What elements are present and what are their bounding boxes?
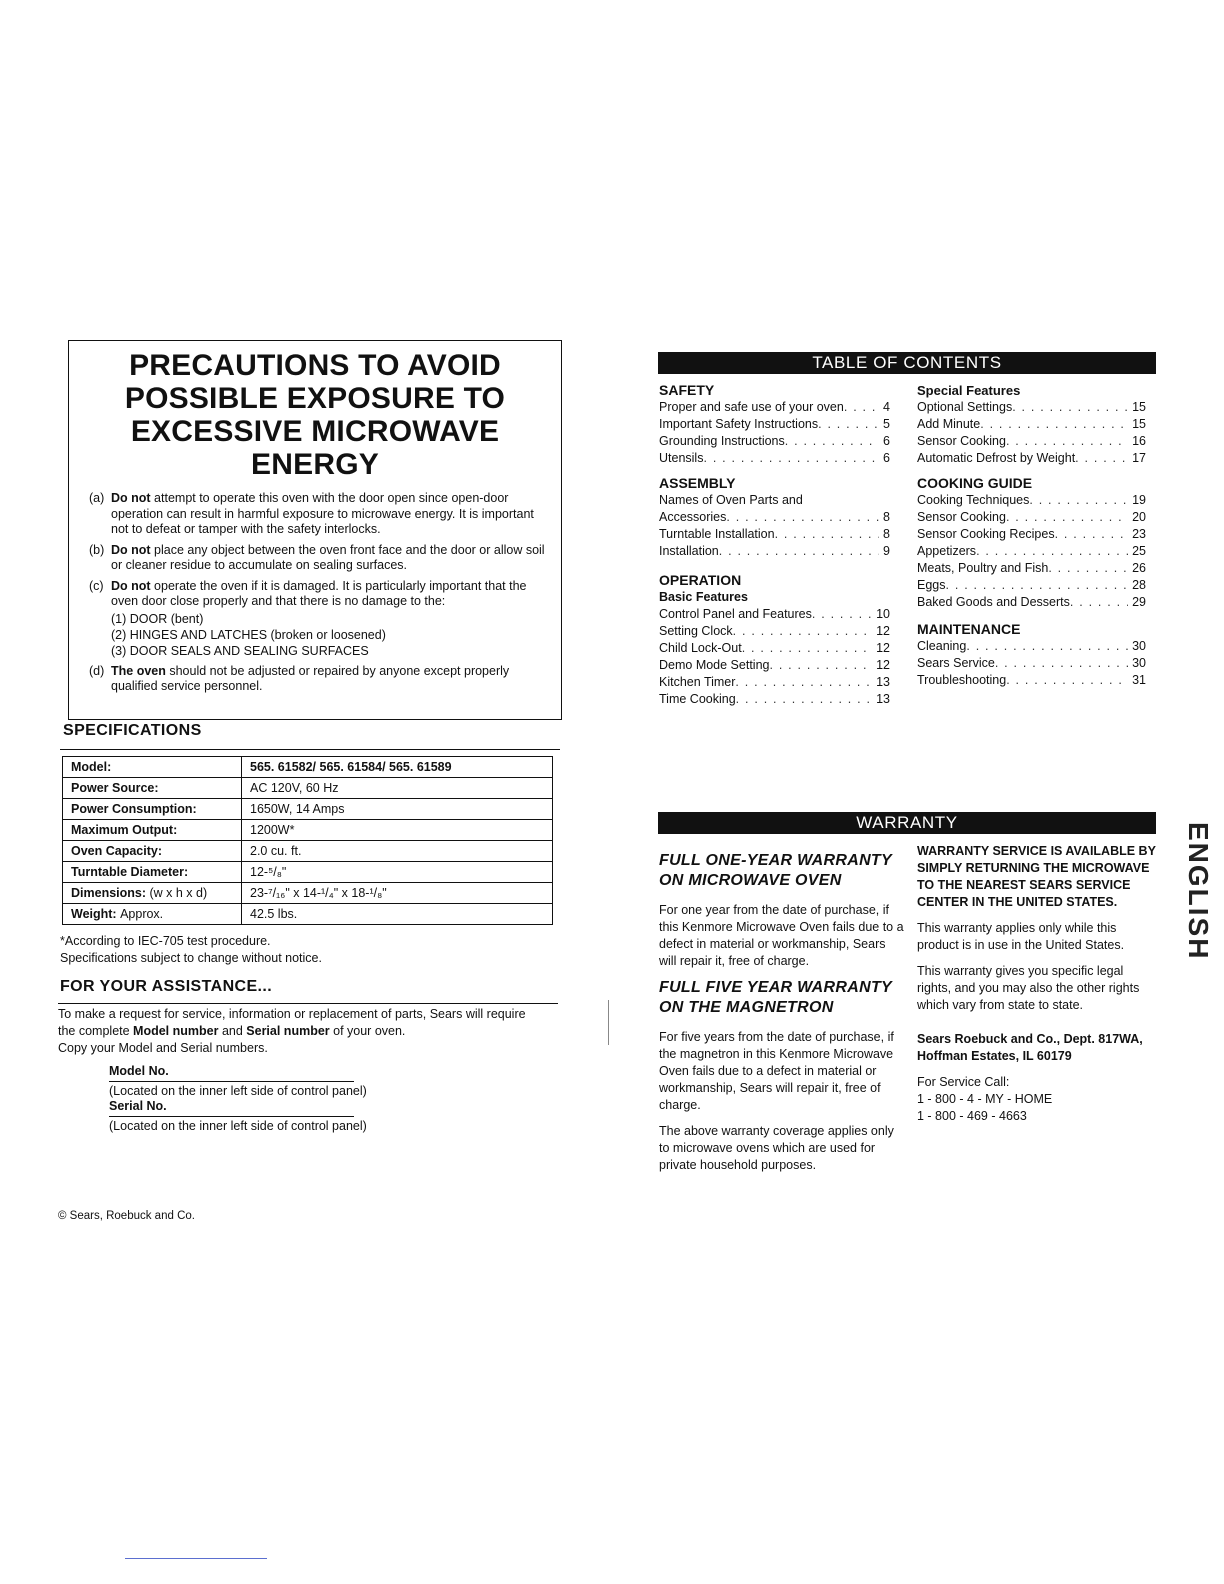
- toc-entry[interactable]: Eggs . . . 28: [917, 577, 1146, 594]
- table-row: Dimensions: (w x h x d) 23-⁷/₁₆" x 14-¹/₄" x 18-¹/₈": [63, 883, 553, 904]
- toc-entry[interactable]: Cooking Techniques . . . 19: [917, 492, 1146, 509]
- warranty-heading: WARRANTY: [658, 812, 1156, 834]
- toc-section-title: Special Features: [917, 383, 1021, 398]
- legal-rights-text: This warranty gives you specific legal rights, and you may also the other rights which vary from state to state.: [917, 964, 1140, 1012]
- damage-sublist: (1) DOOR (bent) (2) HINGES AND LATCHES (broken or loosened) (3) DOOR SEALS AND SEALING SURFACES: [111, 611, 386, 658]
- serial-location-note: (Located on the inner left side of control panel): [109, 1119, 367, 1133]
- specifications-table: [62, 756, 553, 925]
- us-only-text: This warranty applies only while this product is in use in the United States.: [917, 921, 1125, 952]
- table-row: Power Source: AC 120V, 60 Hz: [63, 778, 553, 799]
- assistance-paragraph: To make a request for service, information or replacement of parts, Sears will require the complete Model number and Serial number of your oven.: [58, 1007, 526, 1038]
- model-number-label: Model No.: [109, 1064, 169, 1078]
- divider: [58, 1003, 558, 1004]
- toc-entry[interactable]: Optional Settings . . . 15: [917, 399, 1146, 416]
- spec-note: *According to IEC-705 test procedure.: [60, 934, 271, 948]
- toc-entry[interactable]: Installation . . . 9: [659, 543, 890, 560]
- divider: [60, 749, 560, 750]
- toc-entry[interactable]: Turntable Installation . . . 8: [659, 526, 890, 543]
- toc-entry[interactable]: Appetizers . . . 25: [917, 543, 1146, 560]
- toc-entry[interactable]: Proper and safe use of your oven . . . 4: [659, 399, 890, 416]
- warranty-service-notice: WARRANTY SERVICE IS AVAILABLE BY SIMPLY RETURNING THE MICROWAVE TO THE NEAREST SEARS SERVICE CENTER IN THE UNITED STATES.: [917, 844, 1156, 909]
- assistance-copy-note: Copy your Model and Serial numbers.: [58, 1041, 268, 1055]
- phone-number: 1 - 800 - 469 - 4663: [917, 1109, 1027, 1123]
- toc-heading: TABLE OF CONTENTS: [658, 352, 1156, 374]
- toc-entry[interactable]: Grounding Instructions . . . 6: [659, 433, 890, 450]
- table-row: Oven Capacity: 2.0 cu. ft.: [63, 841, 553, 862]
- toc-entry[interactable]: Control Panel and Features . . . 10: [659, 606, 890, 623]
- five-year-warranty-text: For five years from the date of purchase, if the magnetron in this Kenmore Microwave Oven fails due to a defect in material or workmanship, Sears will repair it, free of charge.: [659, 1030, 894, 1112]
- toc-section-title: OPERATION: [659, 572, 742, 588]
- toc-entry[interactable]: Important Safety Instructions . . . 5: [659, 416, 890, 433]
- one-year-warranty-title: FULL ONE-YEAR WARRANTY ON MICROWAVE OVEN: [659, 852, 892, 889]
- toc-section-title: ASSEMBLY: [659, 475, 736, 491]
- precaution-item: (c) Do not operate the oven if it is damaged. It is particularly important that the oven door close properly and that there is no damage to the: (1) DOOR (bent) (2) HINGES AND LATCHES (broken or loosened) (3) DOOR SEALS AND SEALING SURFACES: [85, 579, 549, 659]
- footer-line: [125, 1558, 267, 1559]
- one-year-warranty-text: For one year from the date of purchase, if this Kenmore Microwave Oven fails due to a defect in material or workmanship, Sears will repair it, free of charge.: [659, 903, 904, 968]
- toc-entry[interactable]: Cleaning . . . 30: [917, 638, 1146, 655]
- table-row: Model: 565. 61582/ 565. 61584/ 565. 61589: [63, 757, 553, 778]
- toc-entry[interactable]: Sears Service . . . 30: [917, 655, 1146, 672]
- precaution-item: (a) Do not attempt to operate this oven with the door open since open-door operation can result in harmful exposure to microwave energy. It is important not to defeat or tamper with the safety interlocks.: [89, 491, 534, 536]
- toc-entry[interactable]: Demo Mode Setting . . . 12: [659, 657, 890, 674]
- specifications-heading: SPECIFICATIONS: [63, 722, 202, 739]
- sears-address: Sears Roebuck and Co., Dept. 817WA, Hoffman Estates, IL 60179: [917, 1032, 1143, 1063]
- toc-section-title: MAINTENANCE: [917, 621, 1021, 637]
- language-side-label: ENGLISH: [1183, 822, 1214, 961]
- toc-entry[interactable]: Add Minute . . . 15: [917, 416, 1146, 433]
- toc-section-title: COOKING GUIDE: [917, 475, 1033, 491]
- spec-note: Specifications subject to change without notice.: [60, 951, 322, 965]
- toc-entry-line: Names of Oven Parts and: [659, 493, 803, 507]
- toc-entry[interactable]: Sensor Cooking Recipes . . . 23: [917, 526, 1146, 543]
- model-location-note: (Located on the inner left side of control panel): [109, 1084, 367, 1098]
- toc-right-column: [917, 382, 1146, 689]
- model-number-line: [109, 1081, 354, 1082]
- warranty-left-column: [659, 851, 904, 1174]
- precautions-title: PRECAUTIONS TO AVOID POSSIBLE EXPOSURE TO EXCESSIVE MICROWAVE ENERGY: [124, 349, 506, 481]
- toc-entry[interactable]: Kitchen Timer . . . 13: [659, 674, 890, 691]
- toc-entry[interactable]: Sensor Cooking . . . 20: [917, 509, 1146, 526]
- precaution-item: (d) The oven should not be adjusted or repaired by anyone except properly qualified service personnel.: [89, 663, 510, 693]
- precaution-item: (b) Do not place any object between the oven front face and the door or allow soil or cleaner residue to accumulate on sealing surfaces.: [89, 542, 545, 572]
- phone-number: 1 - 800 - 4 - MY - HOME: [917, 1092, 1053, 1106]
- toc-entry[interactable]: Time Cooking . . . 13: [659, 691, 890, 708]
- table-row: Weight: Approx. 42.5 lbs.: [63, 904, 553, 925]
- warranty-right-column: [917, 843, 1157, 1125]
- table-row: Turntable Diameter: 12-⁵/₈": [63, 862, 553, 883]
- toc-entry[interactable]: Baked Goods and Desserts . . . 29: [917, 594, 1146, 611]
- toc-section-title: SAFETY: [659, 382, 715, 398]
- copyright: © Sears, Roebuck and Co.: [58, 1210, 195, 1222]
- toc-entry[interactable]: Meats, Poultry and Fish . . . 26: [917, 560, 1146, 577]
- toc-entry[interactable]: Automatic Defrost by Weight . . . 17: [917, 450, 1146, 467]
- serial-number-label: Serial No.: [109, 1099, 167, 1113]
- five-year-warranty-title: FULL FIVE YEAR WARRANTY ON THE MAGNETRON: [659, 979, 892, 1016]
- assistance-heading: FOR YOUR ASSISTANCE...: [60, 978, 273, 995]
- toc-entry[interactable]: Sensor Cooking . . . 16: [917, 433, 1146, 450]
- toc-entry[interactable]: Accessories . . . 8: [659, 509, 890, 526]
- table-row: Maximum Output: 1200W*: [63, 820, 553, 841]
- toc-entry[interactable]: Utensils . . . 6: [659, 450, 890, 467]
- precautions-box: [68, 340, 562, 720]
- toc-subsection-title: Basic Features: [659, 590, 748, 604]
- toc-entry[interactable]: Child Lock-Out . . . 12: [659, 640, 890, 657]
- coverage-text: The above warranty coverage applies only to microwave ovens which are used for private household purposes.: [659, 1124, 894, 1172]
- toc-entry[interactable]: Troubleshooting . . . 31: [917, 672, 1146, 689]
- precautions-list: [69, 491, 561, 695]
- toc-left-column: [659, 382, 890, 708]
- service-call-label: For Service Call:: [917, 1075, 1010, 1089]
- table-row: Power Consumption: 1650W, 14 Amps: [63, 799, 553, 820]
- toc-entry[interactable]: Setting Clock . . . 12: [659, 623, 890, 640]
- serial-number-line: [109, 1116, 354, 1117]
- margin-mark: [608, 1000, 609, 1045]
